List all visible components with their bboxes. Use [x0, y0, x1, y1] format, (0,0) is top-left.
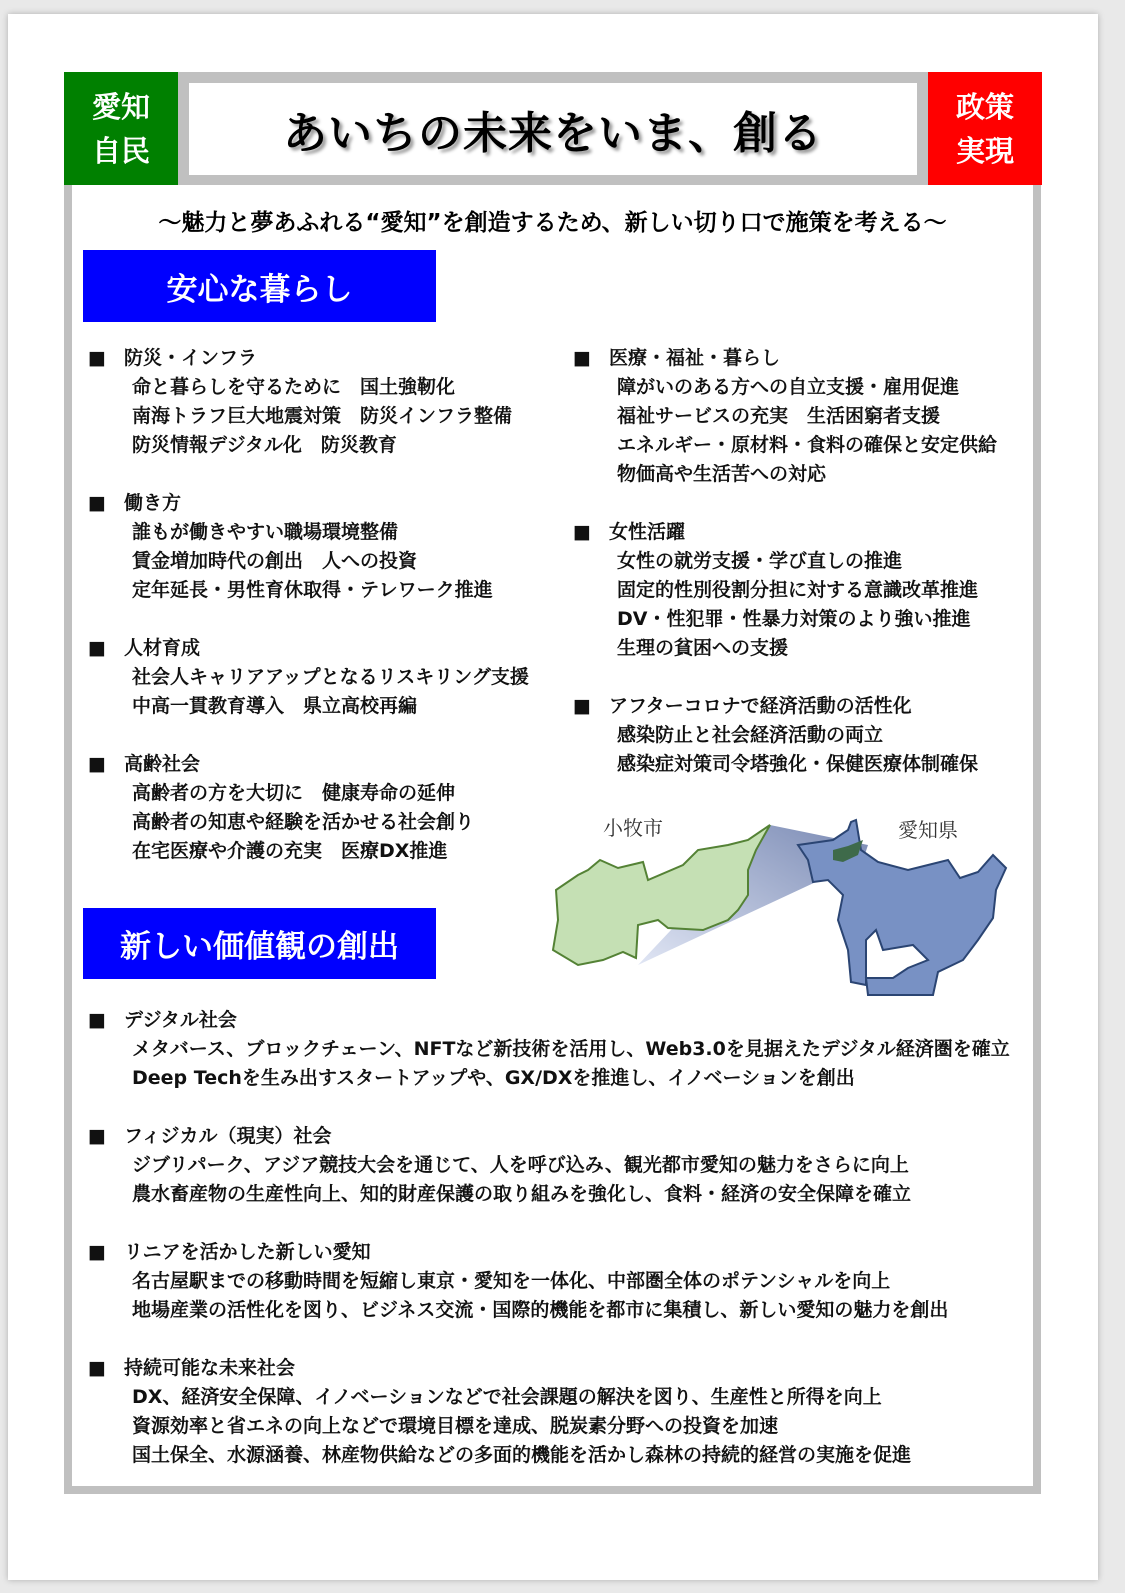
policy-line: 定年延長・男性育休取得・テレワーク推進 [132, 579, 493, 601]
policy-line: 女性の就労支援・学び直しの推進 [617, 550, 903, 572]
policy-heading-row [573, 518, 997, 547]
policy-group [88, 1354, 1010, 1470]
policy-line: 南海トラフ巨大地震対策 防災インフラ整備 [132, 405, 513, 427]
policy-line: 農水畜産物の生産性向上、知的財産保護の取り組みを強化し、食料・経済の安全保障を確立 [132, 1183, 912, 1205]
policy-heading-row [88, 1354, 1010, 1383]
policy-heading-row [88, 750, 529, 779]
policy-line: 感染防止と社会経済活動の両立 [617, 724, 884, 746]
policy-heading: 人材育成 [124, 637, 201, 659]
policy-group [88, 1238, 1010, 1325]
policy-group [573, 518, 997, 663]
policy-line: 高齢者の方を大切に 健康寿命の延伸 [132, 782, 456, 804]
policy-line: 国土保全、水源涵養、林産物供給などの多面的機能を活かし森林の持続的経営の実施を促進 [132, 1444, 912, 1466]
policy-heading: 高齢社会 [124, 753, 201, 775]
tag-line: 愛知 [91, 89, 150, 124]
bullet-square-icon: ■ [573, 695, 591, 717]
bullet-square-icon: ■ [573, 521, 591, 543]
tag-line: 自民 [91, 133, 150, 168]
policy-line: 誰もが働きやすい職場環境整備 [132, 521, 399, 543]
policy-line: 地場産業の活性化を図り、ビジネス交流・国際的機能を都市に集積し、新しい愛知の魅力を創出 [132, 1299, 949, 1321]
policy-line: 在宅医療や介護の充実 医療DX推進 [132, 840, 448, 862]
policy-group [88, 489, 529, 605]
policy-line: 防災情報デジタル化 防災教育 [132, 434, 397, 456]
policy-line: 固定的性別役割分担に対する意識改革推進 [617, 579, 979, 601]
policy-line: 賃金増加時代の創出 人への投資 [132, 550, 418, 572]
policy-line: DX、経済安全保障、イノベーションなどで社会課題の解決を図り、生産性と所得を向上 [132, 1386, 882, 1408]
policy-heading-row [88, 344, 529, 373]
bullet-square-icon: ■ [88, 753, 106, 775]
city-label: 小牧市 [603, 816, 663, 840]
section-heading-new-values: 新しい価値観の創出 [83, 908, 436, 979]
policy-group [573, 344, 997, 489]
tag-line: 実現 [955, 133, 1014, 168]
policy-heading-row [573, 344, 997, 373]
bullet-square-icon: ■ [88, 1125, 106, 1147]
policy-heading-row [88, 1006, 1010, 1035]
bullet-square-icon: ■ [88, 637, 106, 659]
bullet-square-icon: ■ [88, 492, 106, 514]
bullet-square-icon: ■ [573, 347, 591, 369]
policy-line: 中高一貫教育導入 県立高校再編 [132, 695, 418, 717]
right-column [573, 344, 997, 779]
policy-line: 物価高や生活苦への対応 [617, 463, 827, 485]
policy-line: メタバース、ブロックチェーン、NFTなど新技術を活用し、Web3.0を見据えたデジタル経済圏を確立 [132, 1038, 1010, 1060]
policy-line: 感染症対策司令塔強化・保健医療体制確保 [617, 753, 979, 775]
party-tag [64, 72, 178, 185]
policy-heading: リニアを活かした新しい愛知 [124, 1241, 371, 1263]
policy-line: 福祉サービスの充実 生活困窮者支援 [617, 405, 941, 427]
prefecture-label: 愛知県 [898, 818, 958, 842]
policy-line: DV・性犯罪・性暴力対策のより強い推進 [617, 608, 971, 630]
policy-heading: 働き方 [124, 492, 182, 514]
policy-heading-row [88, 1238, 1010, 1267]
bullet-square-icon: ■ [88, 1241, 106, 1263]
policy-line: 生理の貧困への支援 [617, 637, 789, 659]
policy-line: 高齢者の知恵や経験を活かせる社会創り [132, 811, 475, 833]
tag-line: 政策 [955, 89, 1014, 124]
policy-heading: 女性活躍 [609, 521, 686, 543]
policy-group [88, 634, 529, 721]
policy-line: ジブリパーク、アジア競技大会を通じて、人を呼び込み、観光都市愛知の魅力をさらに向上 [132, 1154, 909, 1176]
policy-heading: 持続可能な未来社会 [124, 1357, 296, 1379]
bullet-square-icon: ■ [88, 1357, 106, 1379]
page-title: あいちの未来をいま、創る [189, 83, 917, 175]
policy-line: 命と暮らしを守るために 国土強靭化 [132, 376, 456, 398]
aichi-komaki-map [548, 810, 1018, 1000]
policy-group [88, 1006, 1010, 1093]
subtitle: ～魅力と夢あふれる“愛知”を創造するため、新しい切り口で施策を考える～ [158, 210, 947, 236]
policy-heading: 防災・インフラ [124, 347, 258, 369]
bullet-square-icon: ■ [88, 1009, 106, 1031]
policy-heading: フィジカル（現実）社会 [124, 1125, 332, 1147]
section-heading-safe-living: 安心な暮らし [83, 250, 436, 322]
policy-heading-row [88, 634, 529, 663]
policy-group [88, 344, 529, 460]
policy-tag [928, 72, 1042, 185]
policy-line: 資源効率と省エネの向上などで環境目標を達成、脱炭素分野への投資を加速 [132, 1415, 779, 1437]
policy-line: 名古屋駅までの移動時間を短縮し東京・愛知を一体化、中部圏全体のポテンシャルを向上 [132, 1270, 891, 1292]
policy-heading-row [88, 1122, 1010, 1151]
policy-line: Deep Techを生み出すスタートアップや、GX/DXを推進し、イノベーションを創出 [132, 1067, 855, 1089]
policy-line: 社会人キャリアアップとなるリスキリング支援 [132, 666, 529, 688]
new-values-list [88, 1006, 1010, 1470]
policy-line: エネルギー・原材料・食料の確保と安定供給 [617, 434, 998, 456]
aichi-prefecture-shape [798, 820, 1006, 995]
bullet-square-icon: ■ [88, 347, 106, 369]
policy-heading: 医療・福祉・暮らし [609, 347, 781, 369]
policy-heading: デジタル社会 [124, 1009, 237, 1031]
policy-heading: アフターコロナで経済活動の活性化 [609, 695, 912, 717]
policy-heading-row [88, 489, 529, 518]
policy-heading-row [573, 692, 997, 721]
policy-group [88, 750, 529, 866]
policy-line: 障がいのある方への自立支援・雇用促進 [617, 376, 960, 398]
policy-group [88, 1122, 1010, 1209]
left-column [88, 344, 529, 866]
policy-group [573, 692, 997, 779]
